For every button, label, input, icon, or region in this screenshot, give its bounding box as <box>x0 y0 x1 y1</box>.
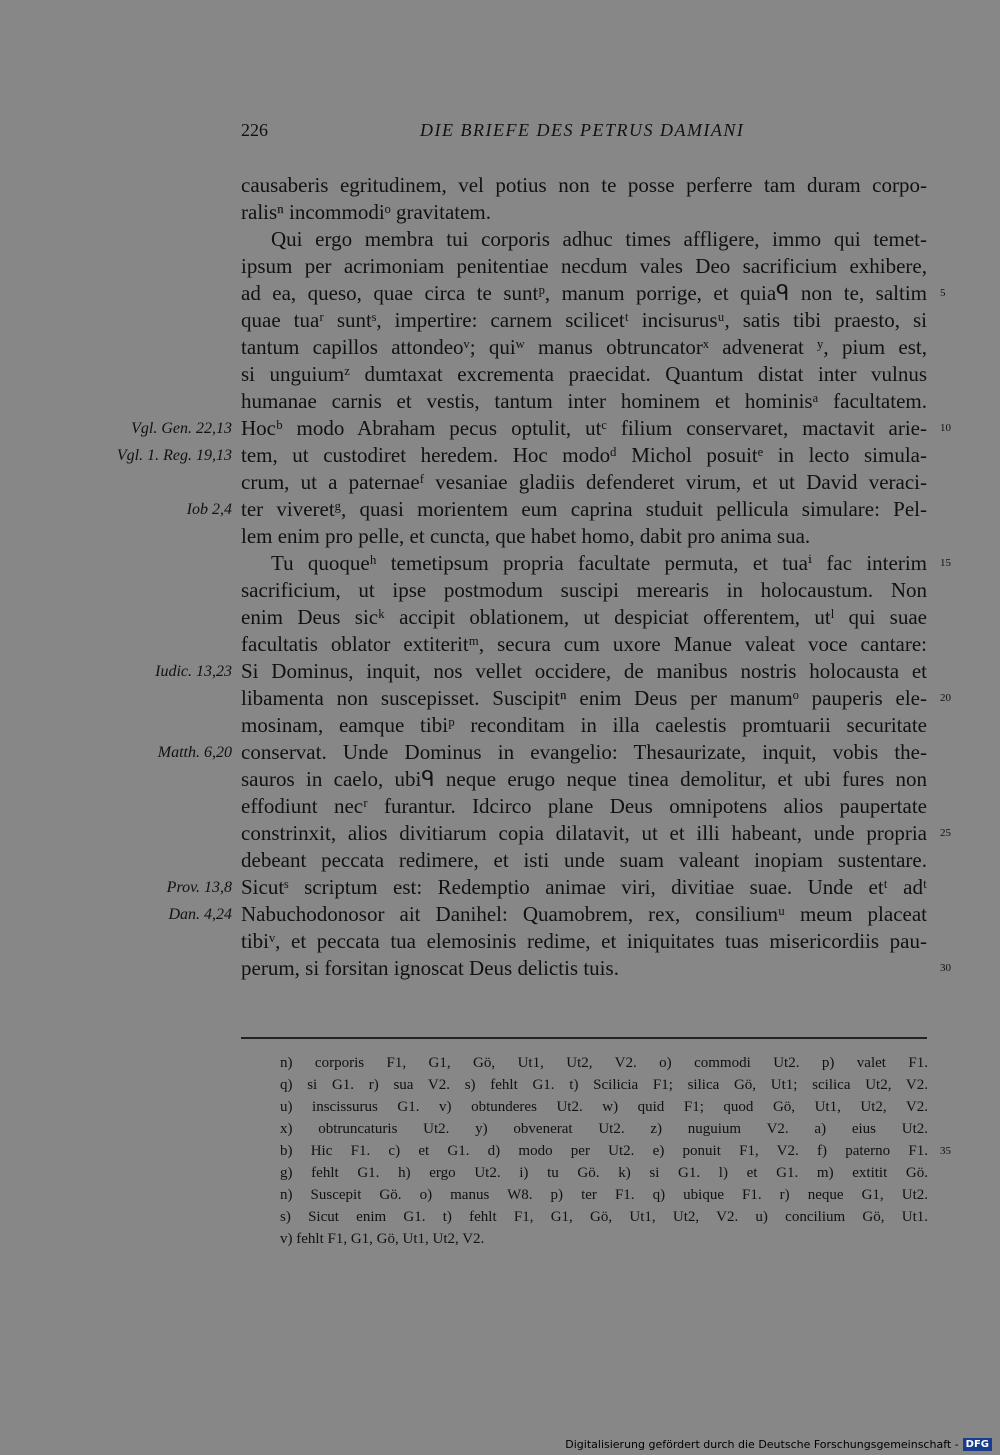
text-line: ad ea, queso, quae circa te suntᵖ, manum porrige, et quiaᑫ non te, saltim <box>241 281 927 305</box>
text-line: Hocᵇ modo Abraham pecus optulit, utᶜ filium conservaret, mactavit arie- <box>241 416 927 440</box>
text-line: tibiᵛ, et peccata tua elemosinis redime, et iniquitates tuas misericordiis pau- <box>241 929 927 953</box>
text-line: ipsum per acrimoniam penitentiae necdum vales Deo sacrificium exhibere, <box>241 254 927 278</box>
text-line: Si Dominus, inquit, nos vellet occidere, de manibus nostris holocausta et <box>241 659 927 683</box>
footnote-divider <box>241 1037 927 1039</box>
margin-reference: Iudic. 13,23 <box>155 663 232 680</box>
line-number: 30 <box>940 962 951 974</box>
footnote-line: s) Sicut enim G1. t) fehlt F1, G1, Gö, Ut1, Ut2, V2. u) concilium Gö, Ut1. <box>280 1209 928 1225</box>
text-line: debeant peccata redimere, et isti unde suam valeant inopiam sustentare. <box>241 848 927 872</box>
margin-reference: Matth. 6,20 <box>157 744 232 761</box>
text-line: humanae carnis et vestis, tantum inter hominem et hominisᵃ facultatem. <box>241 389 927 413</box>
footnote-line: v) fehlt F1, G1, Gö, Ut1, Ut2, V2. <box>280 1231 485 1247</box>
text-line: sacrificium, ut ipse postmodum suscipi merearis in holocaustum. Non <box>241 578 927 602</box>
running-title: DIE BRIEFE DES PETRUS DAMIANI <box>420 120 745 140</box>
line-number: 25 <box>940 827 951 839</box>
text-line: causaberis egritudinem, vel potius non te posse perferre tam duram corpo- <box>241 173 927 197</box>
footnote-line: b) Hic F1. c) et G1. d) modo per Ut2. e) ponuit F1, V2. f) paterno F1. <box>280 1143 928 1159</box>
footnote-line: n) Suscepit Gö. o) manus W8. p) ter F1. q) ubique F1. r) neque G1, Ut2. <box>280 1187 928 1203</box>
footnote-line: g) fehlt G1. h) ergo Ut2. i) tu Gö. k) si G1. l) et G1. m) extitit Gö. <box>280 1165 928 1181</box>
text-line: conservat. Unde Dominus in evangelio: Thesaurizate, inquit, vobis the- <box>241 740 927 764</box>
text-line: libamenta non suscepisset. Suscipitⁿ enim Deus per manumᵒ pauperis ele- <box>241 686 927 710</box>
text-line: Tu quoqueʰ temetipsum propria facultate permuta, et tuaⁱ fac interim <box>271 551 927 575</box>
footnote-line: q) si G1. r) sua V2. s) fehlt G1. t) Scilicia F1; silica Gö, Ut1; scilica Ut2, V2. <box>280 1077 928 1093</box>
text-line: Sicutˢ scriptum est: Redemptio animae viri, divitiae suae. Unde etᵗ adᵗ <box>241 875 927 899</box>
text-line: tantum capillos attondeoᵛ; quiʷ manus obtruncatorˣ advenerat ʸ, pium est, <box>241 335 927 359</box>
footnote-line: u) inscissurus G1. v) obtunderes Ut2. w) quid F1; quod Gö, Ut1, Ut2, V2. <box>280 1099 928 1115</box>
text-line: si unguiumᶻ dumtaxat excrementa praecidat. Quantum distat inter vulnus <box>241 362 927 386</box>
page-number: 226 <box>241 120 268 140</box>
text-line: crum, ut a paternaeᶠ vesaniae gladiis defenderet virum, et ut David veraci- <box>241 470 927 494</box>
text-line: mosinam, eamque tibiᵖ reconditam in illa caelestis promtuarii securitate <box>241 713 927 737</box>
text-line: Qui ergo membra tui corporis adhuc times affligere, immo qui temet- <box>271 227 927 251</box>
text-line: tem, ut custodiret heredem. Hoc modoᵈ Michol posuitᵉ in lecto simula- <box>241 443 927 467</box>
margin-reference: Vgl. 1. Reg. 19,13 <box>116 447 232 464</box>
text-line: sauros in caelo, ubiᑫ neque erugo neque tinea demolitur, et ubi fures non <box>241 767 927 791</box>
line-number: 35 <box>940 1145 951 1157</box>
text-line: quae tuaʳ suntˢ, impertire: carnem scilicetᵗ incisurusᵘ, satis tibi praesto, si <box>241 308 927 332</box>
line-number: 15 <box>940 557 951 569</box>
text-line: facultatis oblator extiteritᵐ, secura cum uxore Manue valeat voce cantare: <box>241 632 927 656</box>
dfg-logo: DFG <box>963 1438 992 1451</box>
margin-reference: Iob 2,4 <box>186 501 232 518</box>
page-header <box>0 120 1000 150</box>
footnote-line: n) corporis F1, G1, Gö, Ut1, Ut2, V2. o) commodi Ut2. p) valet F1. <box>280 1055 928 1071</box>
margin-reference: Vgl. Gen. 22,13 <box>131 420 232 437</box>
margin-reference: Dan. 4,24 <box>168 906 232 923</box>
line-number: 5 <box>940 287 946 299</box>
line-number: 20 <box>940 692 951 704</box>
dfg-credit <box>565 1438 992 1451</box>
text-line: constrinxit, alios divitiarum copia dilatavit, ut et illi habeant, unde propria <box>241 821 927 845</box>
line-number: 10 <box>940 422 951 434</box>
text-line: enim Deus sicᵏ accipit oblationem, ut despiciat offerentem, utˡ qui suae <box>241 605 927 629</box>
footnote-line: x) obtruncaturis Ut2. y) obvenerat Ut2. z) nuguium V2. a) eius Ut2. <box>280 1121 928 1137</box>
credit-text: Digitalisierung gefördert durch die Deutsche Forschungsgemeinschaft - <box>565 1438 959 1451</box>
text-line: lem enim pro pelle, et cuncta, que habet homo, dabit pro anima sua. <box>241 524 811 548</box>
text-line: ralisⁿ incommodiᵒ gravitatem. <box>241 200 492 224</box>
margin-reference: Prov. 13,8 <box>166 879 232 896</box>
text-line: Nabuchodonosor ait Danihel: Quamobrem, rex, consiliumᵘ meum placeat <box>241 902 927 926</box>
text-line: perum, si forsitan ignoscat Deus delictis tuis. <box>241 956 619 980</box>
text-line: effodiunt necʳ furantur. Idcirco plane Deus omnipotens alios paupertate <box>241 794 927 818</box>
text-line: ter viveretᵍ, quasi morientem eum caprina studuit pellicula simulare: Pel- <box>241 497 927 521</box>
